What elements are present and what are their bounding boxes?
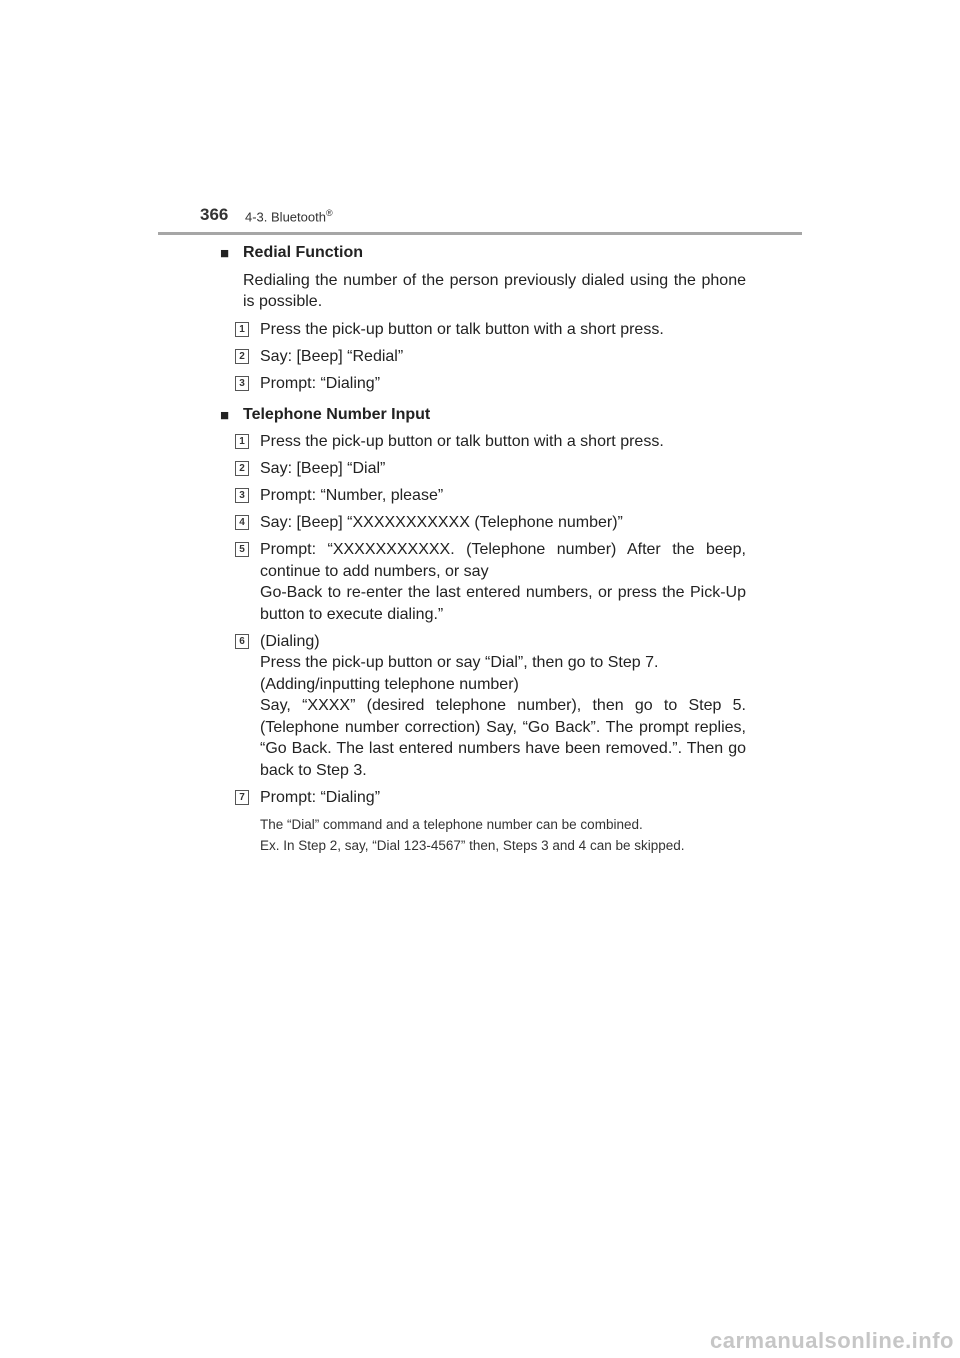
phone-input-step xyxy=(218,431,746,453)
step-number-badge: 3 xyxy=(235,488,249,503)
step-text: Prompt: “Dialing” xyxy=(260,374,381,392)
header-rule xyxy=(158,232,802,235)
step-text: Prompt: “XXXXXXXXXXX. (Telephone number) After the beep, continue to add numbers, or say xyxy=(260,541,746,580)
square-bullet-icon: ■ xyxy=(220,245,230,262)
step-number-badge: 1 xyxy=(235,322,249,337)
phone-input-step xyxy=(218,631,746,782)
note-line: The “Dial” command and a telephone number can be combined. xyxy=(260,817,643,832)
step-number-badge: 2 xyxy=(235,461,249,476)
section-label xyxy=(245,208,333,224)
phone-input-heading xyxy=(218,404,746,426)
redial-step xyxy=(218,373,746,395)
step-text: Prompt: “Number, please” xyxy=(260,487,444,504)
step-text: Go-Back to re-enter the last entered numbers, or press the Pick-Up button to execute dialing.” xyxy=(260,584,746,623)
step-text: (Dialing) xyxy=(260,632,320,650)
section-title: 4-3. Bluetooth xyxy=(245,209,326,225)
redial-intro: Redialing the number of the person previously dialed using the phone is possible. xyxy=(243,271,746,310)
square-bullet-icon: ■ xyxy=(220,406,230,424)
step-text: Press the pick-up button or talk button with a short press. xyxy=(260,433,664,450)
registered-mark: ® xyxy=(325,208,333,218)
step-text: Say: [Beep] “Dial” xyxy=(260,460,386,477)
step-text: Say, “XXXX” (desired telephone number), then go to Step 5. (Telephone number correction) Say, “Go Back”. The prompt replies, “Go Back. The last entered numbers have been removed.”. Then go back to Step 3. xyxy=(260,697,746,779)
step-text: Prompt: “Dialing” xyxy=(260,788,381,806)
phone-input-step xyxy=(218,787,746,809)
step-number-badge: 2 xyxy=(235,349,249,364)
redial-heading xyxy=(218,242,746,264)
step-number-badge: 3 xyxy=(235,376,249,391)
phone-input-title: Telephone Number Input xyxy=(243,405,431,423)
phone-input-step xyxy=(218,539,746,625)
page-number: 366 xyxy=(200,205,229,224)
step-number-badge: 5 xyxy=(235,542,249,557)
phone-input-step xyxy=(218,512,746,534)
step-text: Press the pick-up button or talk button with a short press. xyxy=(260,320,664,338)
note-line: Ex. In Step 2, say, “Dial 123-4567” then, Steps 3 and 4 can be skipped. xyxy=(260,838,685,853)
phone-input-step xyxy=(218,458,746,480)
watermark: carmanualsonline.info xyxy=(710,1328,954,1353)
step-number-badge: 1 xyxy=(235,434,249,449)
manual-content xyxy=(218,242,746,856)
step-text: (Adding/inputting telephone number) xyxy=(260,675,519,693)
step-text: Say: [Beep] “Redial” xyxy=(260,347,404,365)
redial-title: Redial Function xyxy=(243,244,363,261)
step-number-badge: 6 xyxy=(235,634,249,649)
redial-step xyxy=(218,346,746,368)
step-text: Say: [Beep] “XXXXXXXXXXX (Telephone number)” xyxy=(260,514,623,531)
notes xyxy=(218,814,746,856)
step-text: Press the pick-up button or say “Dial”, then go to Step 7. xyxy=(260,654,659,671)
phone-input-step xyxy=(218,485,746,507)
redial-step xyxy=(218,319,746,341)
step-number-badge: 7 xyxy=(235,790,249,805)
step-number-badge: 4 xyxy=(235,515,249,530)
